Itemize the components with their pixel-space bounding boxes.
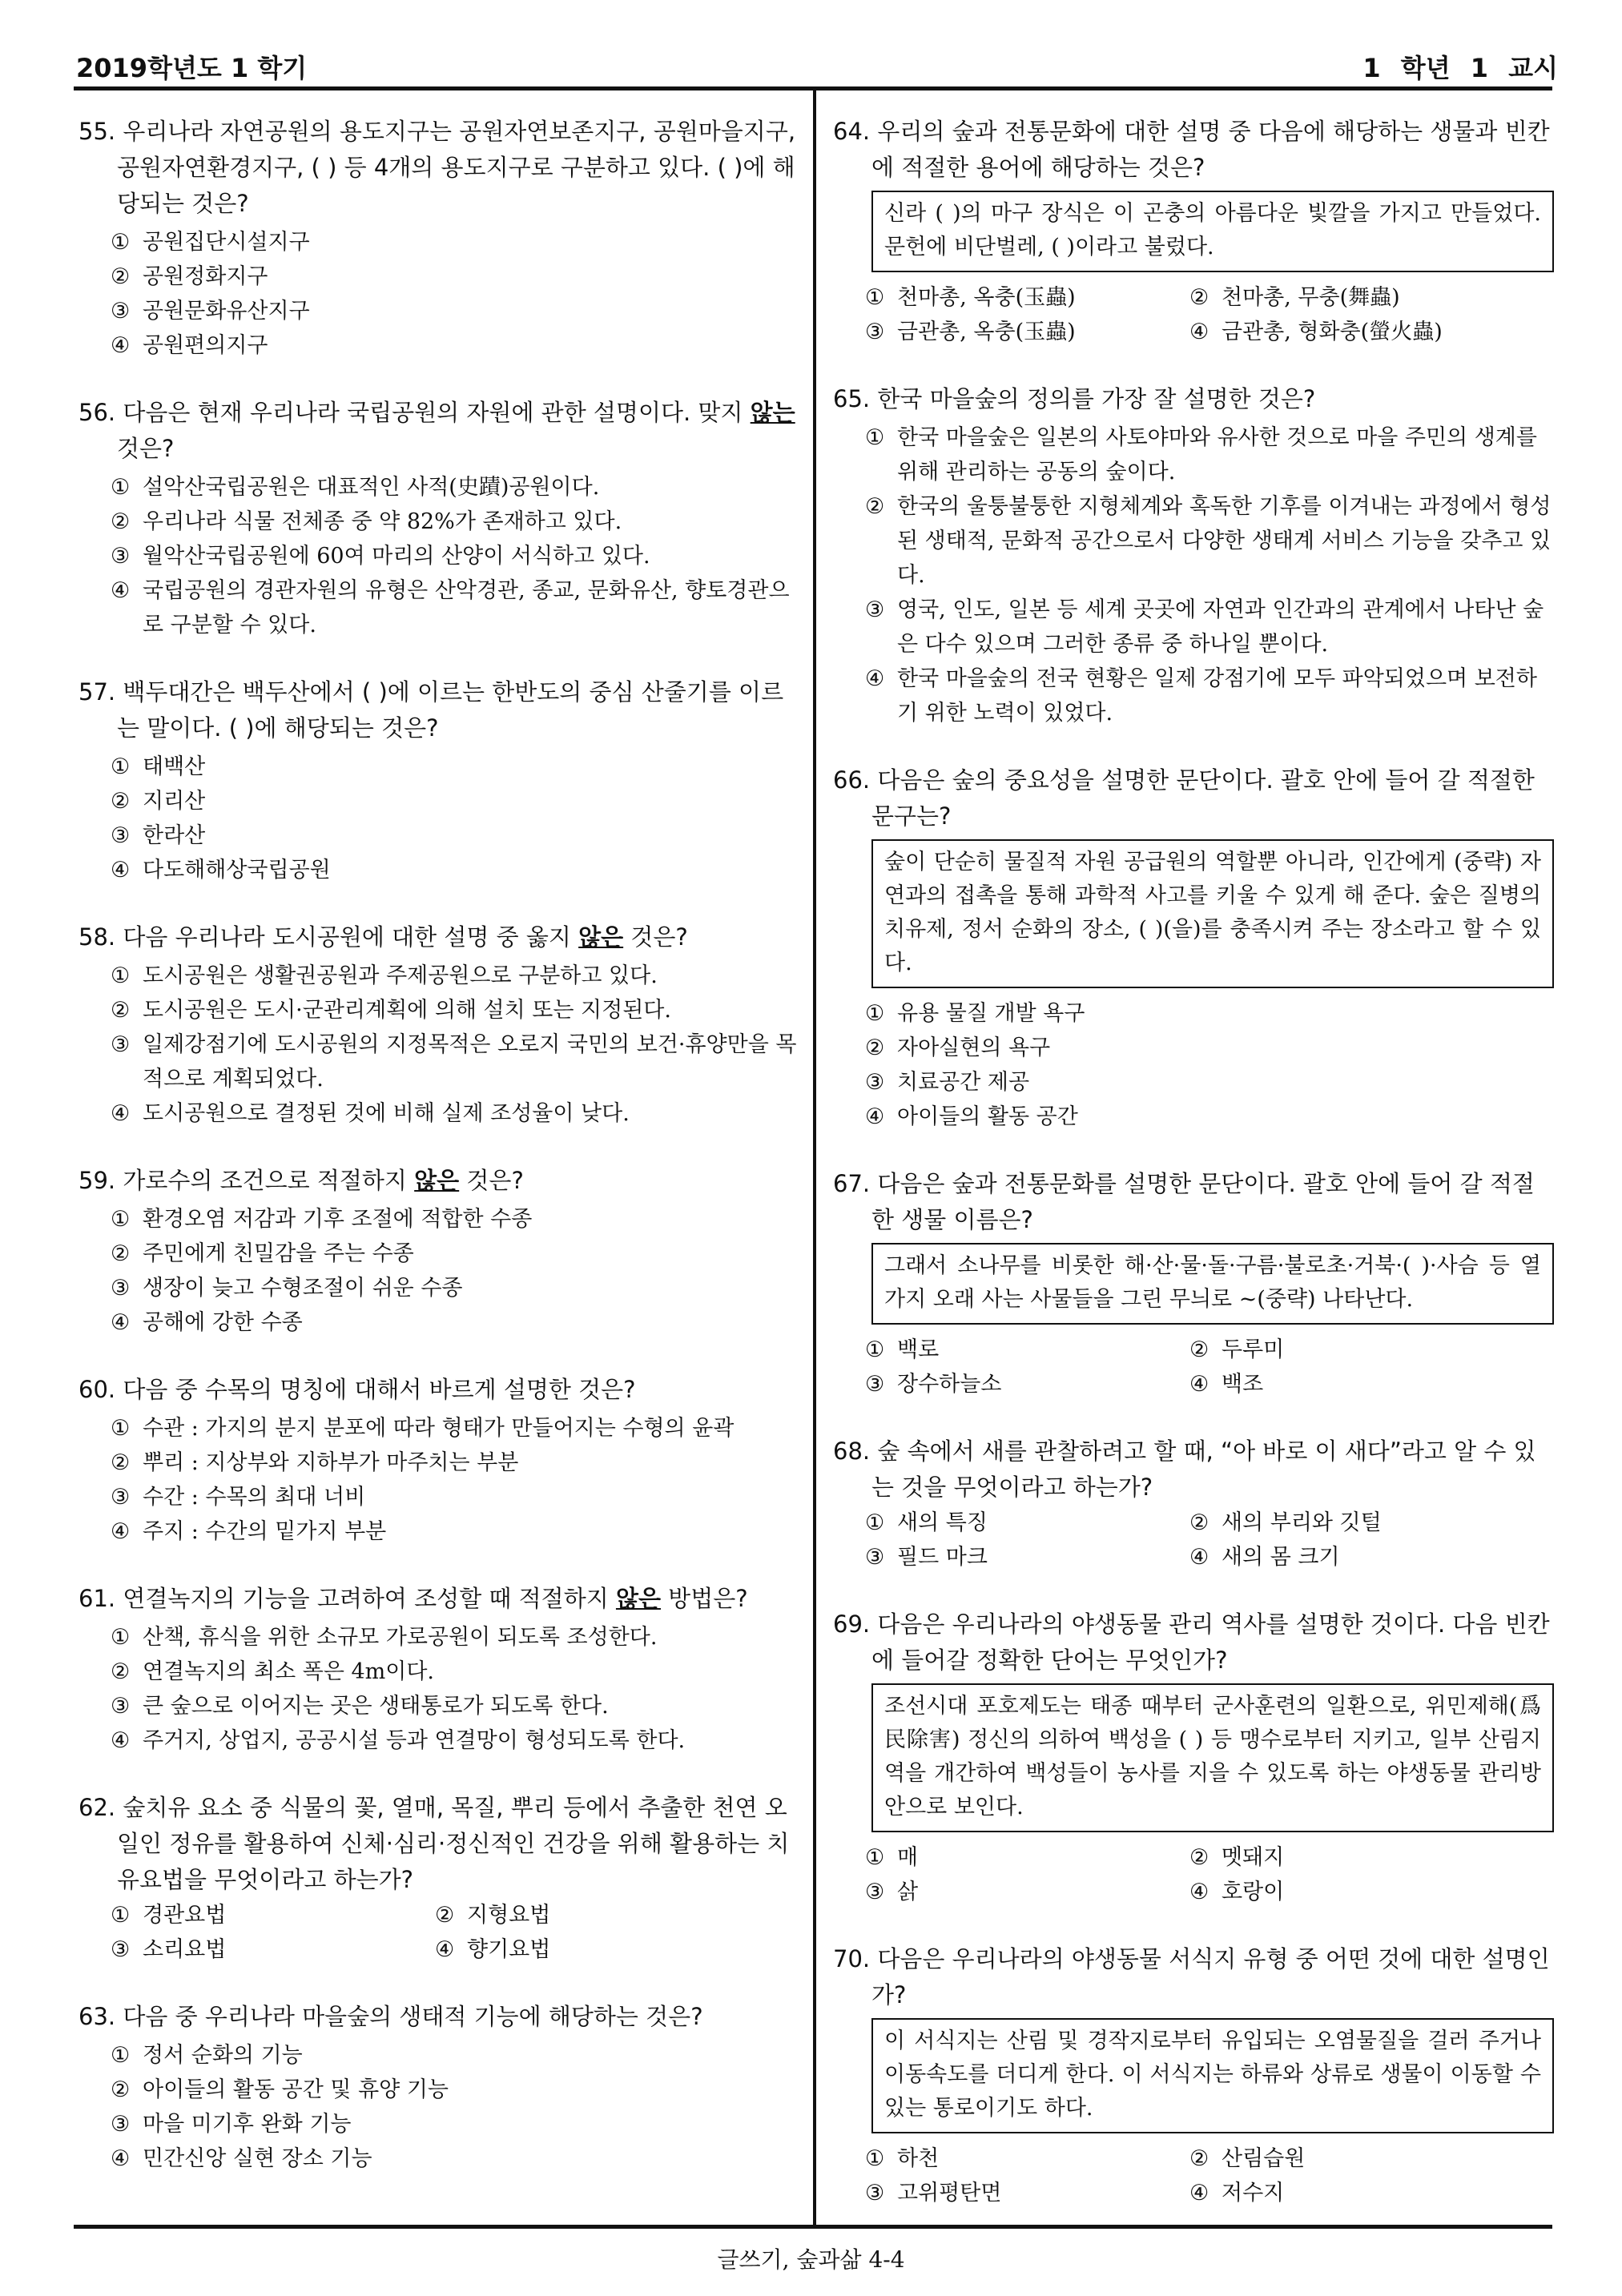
question-57 <box>78 674 799 887</box>
question-text: 백두대간은 백두산에서 ( )에 이르는 한반도의 중심 산줄기를 이르는 말이다. ( )에 해당되는 것은? <box>117 678 784 742</box>
option-marker: ① <box>111 230 131 255</box>
option-2[interactable]: ② 자아실현의 욕구 <box>865 1035 1051 1060</box>
emphasis: 않는 <box>750 399 795 426</box>
passage-box: 그래서 소나무를 비롯한 해·산·물·돌·구름·불로초·거북·( )·사슴 등 열 가지 오래 사는 사물들을 그린 무늬로 ~(중략) 나타난다. <box>871 1243 1554 1325</box>
option-4[interactable]: ④ 저수지 <box>1189 2181 1285 2206</box>
question-55 <box>78 114 799 363</box>
option-4[interactable]: ④ 한국 마을숲의 전국 현황은 일제 강점기에 모두 파악되었으며 보전하기 위한 노력이 있었다. <box>865 666 1537 726</box>
option-4[interactable]: ④ 아이들의 활동 공간 <box>865 1104 1078 1129</box>
question-number: 56. <box>78 399 116 426</box>
option-3[interactable]: ③ 치료공간 제공 <box>865 1070 1030 1095</box>
question-66 <box>833 762 1554 1134</box>
question-62 <box>78 1790 799 1967</box>
option-3[interactable]: ③ 마을 미기후 완화 기능 <box>111 2112 352 2137</box>
option-4[interactable]: ④ 주지 : 수간의 밑가지 부분 <box>111 1519 387 1544</box>
question-text: 다음 중 우리나라 마을숲의 생태적 기능에 해당하는 것은? <box>123 2003 703 2030</box>
option-3[interactable]: ③ 한라산 <box>111 823 206 848</box>
passage-box: 이 서식지는 산림 및 경작지로부터 유입되는 오염물질을 걸러 주거나 이동속도를 더디게 한다. 이 서식지는 하류와 상류로 생물이 이동할 수 있는 통로이기도 하다. <box>871 2018 1554 2133</box>
question-number: 59. <box>78 1167 116 1194</box>
option-4[interactable]: ④ 금관총, 형화충(螢火蟲) <box>1189 320 1443 344</box>
option-4[interactable]: ④ 향기요법 <box>435 1937 551 1962</box>
question-number: 69. <box>833 1610 871 1638</box>
question-text: 우리나라 자연공원의 용도지구는 공원자연보존지구, 공원마을지구, 공원자연환경지구, ( ) 등 4개의 용도지구로 구분하고 있다. ( )에 해당되는 것은? <box>117 118 796 217</box>
option-4[interactable]: ④ 주거지, 상업지, 공공시설 등과 연결망이 형성되도록 한다. <box>111 1728 686 1753</box>
option-marker: ② <box>111 264 131 289</box>
option-4[interactable]: ④ 새의 몸 크기 <box>1189 1545 1340 1570</box>
passage-box: 신라 ( )의 마구 장식은 이 곤충의 아름다운 빛깔을 가지고 만들었다. 문헌에 비단벌레, ( )이라고 불렀다. <box>871 191 1554 272</box>
question-text: 다음은 우리나라의 야생동물 서식지 유형 중 어떤 것에 대한 설명인가? <box>871 1945 1550 2008</box>
option-1[interactable]: ① 산책, 휴식을 위한 소규모 가로공원이 되도록 조성한다. <box>111 1625 658 1650</box>
question-text: 숲 속에서 새를 관찰하려고 할 때, “아 바로 이 새다”라고 알 수 있는 것을 무엇이라고 하는가? <box>871 1438 1536 1501</box>
option-2[interactable]: ② 주민에게 친밀감을 주는 수종 <box>111 1241 414 1266</box>
option-3[interactable]: ③ 영국, 인도, 일본 등 세계 곳곳에 자연과 인간과의 관계에서 나타난 숲은 다수 있으며 그러한 종류 중 하나일 뿐이다. <box>865 597 1544 657</box>
option-2[interactable]: ② 연결녹지의 최소 폭은 4m이다. <box>111 1659 435 1684</box>
option-3[interactable]: ③ 금관총, 옥충(玉蟲) <box>865 320 1076 344</box>
option-4[interactable]: ④ 공원편의지구 <box>78 328 799 363</box>
option-4[interactable]: ④ 공해에 강한 수종 <box>111 1310 303 1335</box>
header-grade-period: 1 학년 1 교시 <box>1362 53 1558 83</box>
question-number: 65. <box>833 385 871 412</box>
option-3[interactable]: ③ 공원문화유산지구 <box>78 294 799 328</box>
question-number: 63. <box>78 2003 116 2030</box>
question-69 <box>833 1606 1554 1909</box>
option-3[interactable]: ③ 필드 마크 <box>865 1545 988 1570</box>
option-1[interactable]: ① 경관요법 <box>111 1903 227 1928</box>
option-2[interactable]: ② 천마총, 무충(舞蟲) <box>1189 285 1400 310</box>
column-divider <box>813 86 816 2225</box>
option-3[interactable]: ③ 고위평탄면 <box>865 2181 1002 2206</box>
option-2[interactable]: ② 산림습원 <box>1189 2146 1306 2171</box>
option-3[interactable]: ③ 장수하늘소 <box>865 1372 1002 1397</box>
option-4[interactable]: ④ 호랑이 <box>1189 1880 1285 1904</box>
question-67 <box>833 1166 1554 1401</box>
option-2[interactable]: ② 우리나라 식물 전체종 중 약 82%가 존재하고 있다. <box>111 509 622 534</box>
question-56: 56. 다음은 현재 우리나라 국립공원의 자원에 관한 설명이다. 맞지 않는 것은? ① 설악산국립공원은 대표적인 사적(史蹟)공원이다. ② 우리나라 식물 전체종 중 약 82%가 존재하고 있다. ③ 월악산국립공원에 60여 마리의 산양이 서식하고 있다. ④ 국립공원의 경관자원의 유형은 산악경관, 종교, 문화유산, 향토경관으로 구분할 수 있다. <box>78 395 799 642</box>
option-3[interactable]: ③ 삵 <box>865 1880 919 1904</box>
option-4[interactable]: ④ 민간신앙 실현 장소 기능 <box>111 2146 372 2171</box>
question-63 <box>78 1999 799 2176</box>
option-2[interactable]: ② 두루미 <box>1189 1337 1285 1362</box>
emphasis: 않은 <box>615 1585 661 1612</box>
option-4[interactable]: ④ 국립공원의 경관자원의 유형은 산악경관, 종교, 문화유산, 향토경관으로 구분할 수 있다. <box>111 578 790 637</box>
option-4[interactable]: ④ 백조 <box>1189 1372 1264 1397</box>
question-number: 58. <box>78 923 116 951</box>
question-number: 68. <box>833 1438 871 1465</box>
option-2[interactable]: ② 도시공원은 도시·군관리계획에 의해 설치 또는 지정된다. <box>111 998 671 1023</box>
question-text: 다음 중 수목의 명칭에 대해서 바르게 설명한 것은? <box>123 1376 636 1403</box>
option-3[interactable]: ③ 월악산국립공원에 60여 마리의 산양이 서식하고 있다. <box>111 544 650 569</box>
emphasis: 않은 <box>414 1167 460 1194</box>
option-2[interactable]: ② 아이들의 활동 공간 및 휴양 기능 <box>111 2077 449 2102</box>
option-1[interactable]: ① 천마총, 옥충(玉蟲) <box>865 285 1076 310</box>
question-number: 64. <box>833 118 871 145</box>
option-1[interactable]: ① 새의 특징 <box>865 1510 988 1535</box>
question-number: 61. <box>78 1585 116 1612</box>
question-58: 58. 다음 우리나라 도시공원에 대한 설명 중 옳지 않은 것은? ① 도시공원은 생활권공원과 주제공원으로 구분하고 있다. ② 도시공원은 도시·군관리계획에 의해 설치 또는 지정된다. ③ 일제강점기에 도시공원의 지정목적은 오로지 국민의 보건·휴양만을 목적으로 계획되었다. ④ 도시공원으로 결정된 것에 비해 실제 조성율이 낮다. <box>78 919 799 1131</box>
question-number: 55. <box>78 118 116 145</box>
question-text: 우리의 숲과 전통문화에 대한 설명 중 다음에 해당하는 생물과 빈칸에 적절한 용어에 해당하는 것은? <box>871 118 1550 181</box>
question-65 <box>833 381 1554 730</box>
passage-box: 숲이 단순히 물질적 자원 공급원의 역할뿐 아니라, 인간에게 (중략) 자연과의 접촉을 통해 과학적 사고를 키울 수 있게 해 준다. 숲은 질병의 치유제, 정서 순화의 장소, ( )(을)를 충족시켜 주는 장소라고 할 수 있다. <box>871 839 1554 988</box>
question-text: 숲치유 요소 중 식물의 꽃, 열매, 목질, 뿌리 등에서 추출한 천연 오일인 정유를 활용하여 신체·심리·정신적인 건강을 위해 활용하는 치유요법을 무엇이라고 하는가? <box>117 1794 790 1893</box>
question-number: 57. <box>78 678 116 706</box>
question-number: 67. <box>833 1170 871 1197</box>
question-59: 59. 가로수의 조건으로 적절하지 않은 것은? ① 환경오염 저감과 기후 조절에 적합한 수종 ② 주민에게 친밀감을 주는 수종 ③ 생장이 늦고 수형조절이 쉬운 수종 ④ 공해에 강한 수종 <box>78 1163 799 1340</box>
right-column <box>833 114 1554 2242</box>
question-68 <box>833 1433 1554 1574</box>
option-3[interactable]: ③ 큰 숲으로 이어지는 곳은 생태통로가 되도록 한다. <box>111 1694 609 1719</box>
option-1[interactable]: ① 태백산 <box>111 754 206 779</box>
question-number: 70. <box>833 1945 871 1972</box>
option-2[interactable]: ② 새의 부리와 깃털 <box>1189 1510 1382 1535</box>
page-header <box>0 0 1622 88</box>
question-number: 66. <box>833 766 871 794</box>
option-1[interactable]: ① 하천 <box>865 2146 940 2171</box>
question-text: 다음은 숲의 중요성을 설명한 문단이다. 괄호 안에 들어 갈 적절한 문구는? <box>871 766 1535 830</box>
option-4[interactable]: ④ 도시공원으로 결정된 것에 비해 실제 조성율이 낮다. <box>111 1101 630 1126</box>
option-1[interactable]: ① 한국 마을숲은 일본의 사토야마와 유사한 것으로 마을 주민의 생계를 위해 관리하는 공동의 숲이다. <box>865 425 1537 485</box>
option-1[interactable]: ① 백로 <box>865 1337 940 1362</box>
emphasis: 않은 <box>578 923 624 951</box>
page-footer: 글쓰기, 숲과삶 4-4 <box>717 2246 905 2273</box>
option-marker: ③ <box>111 299 131 324</box>
option-2[interactable]: ② 뿌리 : 지상부와 지하부가 마주치는 부분 <box>111 1450 519 1475</box>
question-61: 61. 연결녹지의 기능을 고려하여 조성할 때 적절하지 않은 방법은? ① 산책, 휴식을 위한 소규모 가로공원이 되도록 조성한다. ② 연결녹지의 최소 폭은 4m이다. ③ 큰 숲으로 이어지는 곳은 생태통로가 되도록 한다. ④ 주거지, 상업지, 공공시설 등과 연결망이 형성되도록 한다. <box>78 1581 799 1758</box>
footer-rule <box>74 2225 1552 2229</box>
option-1[interactable]: ① 매 <box>865 1845 919 1870</box>
option-2[interactable]: ② 멧돼지 <box>1189 1845 1285 1870</box>
passage-box: 조선시대 포호제도는 태종 때부터 군사훈련의 일환으로, 위민제해(爲民除害) 정신의 의하여 백성을 ( ) 등 맹수로부터 지키고, 일부 산림지역을 개간하여 백성들이 농사를 지을 수 있도록 하는 야생동물 관리방안으로 보인다. <box>871 1683 1554 1832</box>
question-64 <box>833 114 1554 349</box>
question-number: 62. <box>78 1794 116 1821</box>
option-2[interactable]: ② 지리산 <box>111 789 206 814</box>
option-1[interactable]: ① 공원집단시설지구 <box>78 225 799 259</box>
option-3[interactable]: ③ 수간 : 수목의 최대 너비 <box>111 1485 366 1510</box>
option-1[interactable]: ① 설악산국립공원은 대표적인 사적(史蹟)공원이다. <box>111 475 600 500</box>
option-3[interactable]: ③ 일제강점기에 도시공원의 지정목적은 오로지 국민의 보건·휴양만을 목적으로 계획되었다. <box>111 1032 797 1092</box>
question-60 <box>78 1372 799 1549</box>
option-1[interactable]: ① 수관 : 가지의 분지 분포에 따라 형태가 만들어지는 수형의 윤곽 <box>111 1416 735 1441</box>
option-3[interactable]: ③ 생장이 늦고 수형조절이 쉬운 수종 <box>111 1276 463 1301</box>
question-text: 한국 마을숲의 정의를 가장 잘 설명한 것은? <box>877 385 1316 412</box>
option-4[interactable]: ④ 다도해해상국립공원 <box>111 858 331 883</box>
question-number: 60. <box>78 1376 116 1403</box>
option-2[interactable]: ② 지형요법 <box>435 1903 551 1928</box>
option-1[interactable]: ① 정서 순화의 기능 <box>111 2043 303 2068</box>
option-2[interactable]: ② 공원정화지구 <box>78 259 799 294</box>
option-1[interactable]: ① 도시공원은 생활권공원과 주제공원으로 구분하고 있다. <box>111 963 658 988</box>
question-text: 다음은 숲과 전통문화를 설명한 문단이다. 괄호 안에 들어 갈 적절한 생물 이름은? <box>871 1170 1535 1233</box>
header-semester: 2019학년도 1 학기 <box>76 53 308 83</box>
option-marker: ④ <box>111 333 131 358</box>
question-70 <box>833 1941 1554 2210</box>
option-1[interactable]: ① 환경오염 저감과 기후 조절에 적합한 수종 <box>111 1207 533 1232</box>
option-3[interactable]: ③ 소리요법 <box>111 1937 227 1962</box>
option-2[interactable]: ② 한국의 울퉁불퉁한 지형체계와 혹독한 기후를 이겨내는 과정에서 형성된 생태적, 문화적 공간으로서 다양한 생태계 서비스 기능을 갖추고 있다. <box>865 494 1552 588</box>
question-text: 다음은 우리나라의 야생동물 관리 역사를 설명한 것이다. 다음 빈칸에 들어갈 정확한 단어는 무엇인가? <box>871 1610 1550 1674</box>
left-column <box>78 114 799 2208</box>
option-1[interactable]: ① 유용 물질 개발 욕구 <box>865 1001 1085 1026</box>
